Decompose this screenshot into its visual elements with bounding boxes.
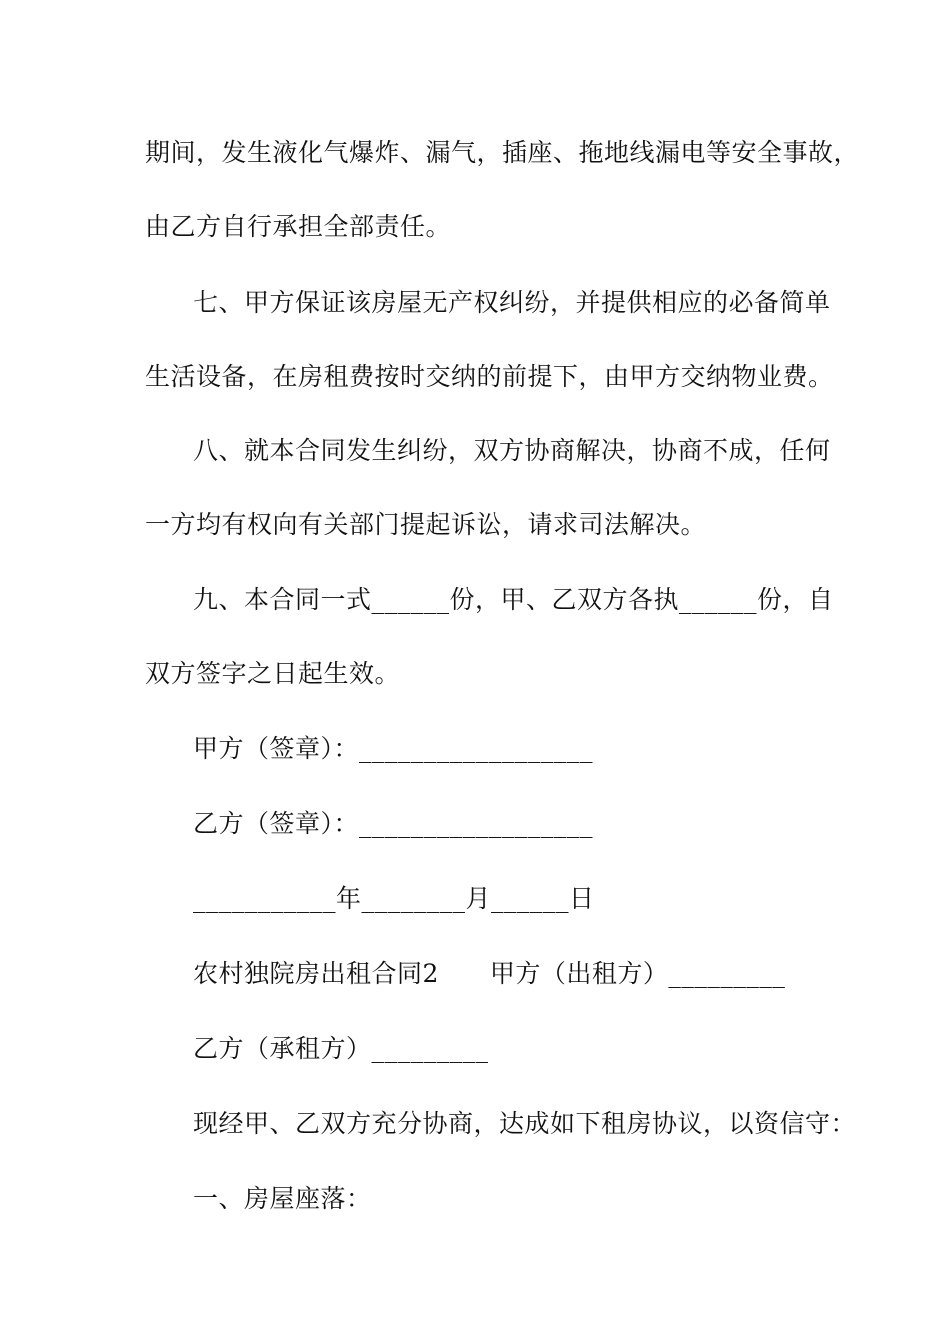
paragraph-line-8: 双方签字之日起生效。 (145, 659, 401, 688)
date-line: ___________年________月______日 (193, 884, 595, 913)
paragraph-line-5: 八、就本合同发生纠纷，双方协商解决，协商不成，任何 (193, 436, 831, 465)
agreement-intro-line: 现经甲、乙双方充分协商，达成如下租房协议，以资信守： (193, 1109, 857, 1138)
paragraph-line-7: 九、本合同一式______份，甲、乙双方各执______份，自 (193, 585, 834, 614)
section-one-heading: 一、房屋座落： (193, 1184, 372, 1213)
party-b-signature-line: 乙方（签章）：__________________ (193, 809, 594, 838)
paragraph-line-3: 七、甲方保证该房屋无产权纠纷，并提供相应的必备简单 (193, 288, 831, 317)
paragraph-line-1: 期间，发生液化气爆炸、漏气，插座、拖地线漏电等安全事故， (145, 138, 860, 167)
paragraph-line-2: 由乙方自行承担全部责任。 (145, 212, 452, 241)
tenant-line: 乙方（承租方）_________ (193, 1034, 489, 1063)
party-a-signature-line: 甲方（签章）：__________________ (193, 734, 594, 763)
paragraph-line-6: 一方均有权向有关部门提起诉讼，请求司法解决。 (145, 510, 707, 539)
contract-title-line: 农村独院房出租合同2 甲方（出租方）_________ (193, 959, 786, 988)
paragraph-line-4: 生活设备，在房租费按时交纳的前提下，由甲方交纳物业费。 (145, 362, 834, 391)
